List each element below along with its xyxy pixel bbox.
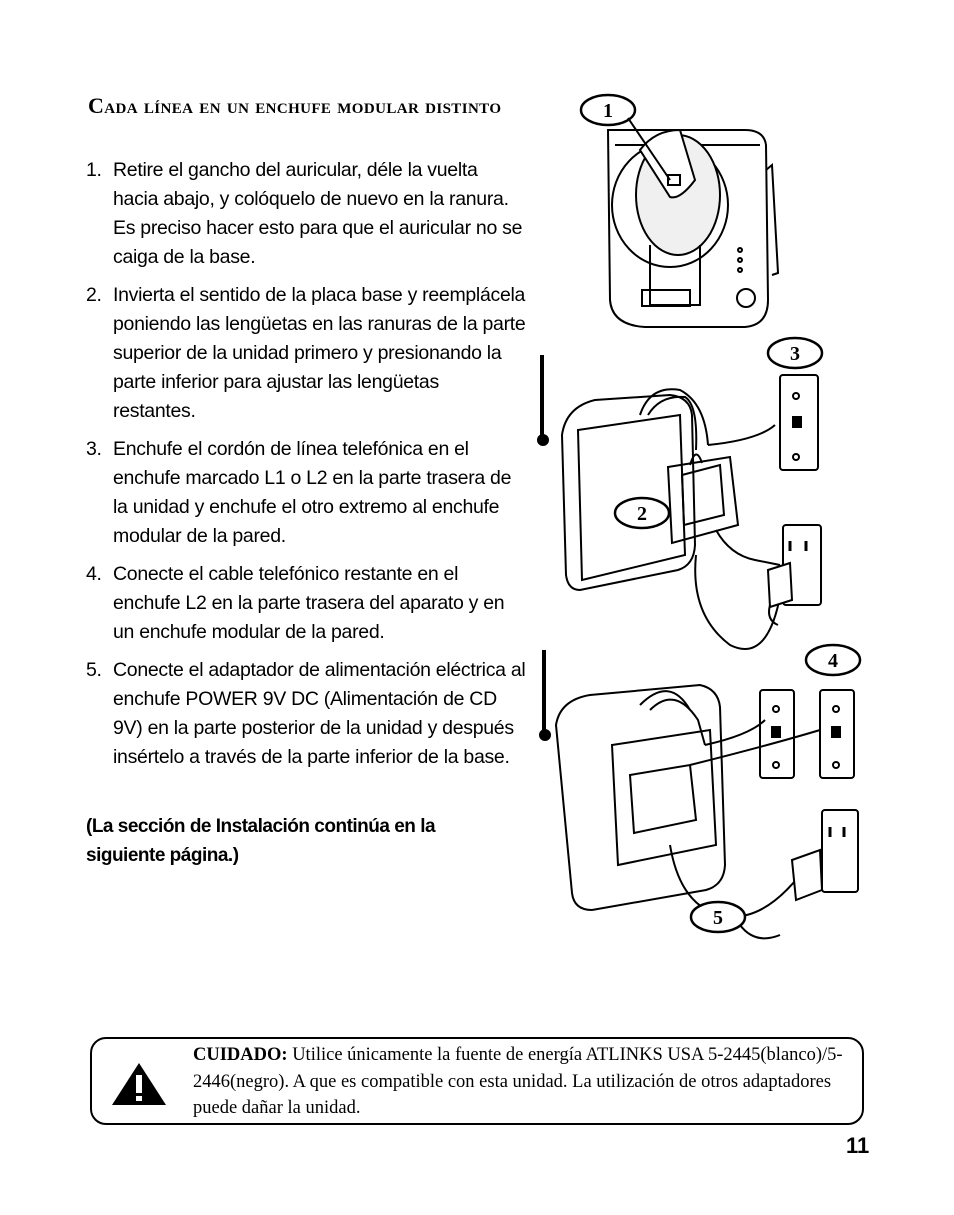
step-number: 3.	[86, 438, 102, 460]
step-text: Retire el gancho del auricular, déle la vuelta hacia abajo, y colóquelo de nuevo en la ranura. Es preciso hacer esto para que el auricular no se caiga de la base.	[113, 159, 523, 268]
callout-5	[691, 902, 745, 932]
step-text: Conecte el cable telefónico restante en el enchufe L2 en la parte trasera del aparato y en un enchufe modular de la pared.	[113, 563, 505, 643]
callout-4-label: 4	[828, 650, 838, 672]
step-item	[86, 560, 526, 647]
installation-illustration	[520, 85, 870, 955]
callout-3-label: 3	[790, 343, 800, 365]
step-item	[86, 156, 526, 272]
step-number: 2.	[86, 284, 102, 306]
page-number: 11	[846, 1133, 870, 1158]
warning-icon	[110, 1061, 168, 1107]
step-number: 4.	[86, 563, 102, 585]
step-text: Conecte el adaptador de alimentación eléctrica al enchufe POWER 9V DC (Alimentación de CD 9V) en la parte posterior de la unidad y después insértelo a través de la parte inferior de la base.	[113, 659, 526, 768]
callout-3	[768, 338, 822, 368]
step-item	[86, 435, 526, 551]
caution-label: CUIDADO:	[193, 1045, 288, 1065]
caution-text	[193, 1042, 853, 1122]
step-text: Enchufe el cordón de línea telefónica en el enchufe marcado L1 o L2 en la parte trasera de la unidad y enchufe el otro extremo al enchufe modular de la pared.	[113, 438, 512, 547]
step-text: Invierta el sentido de la placa base y reemplácela poniendo las lengüetas en las ranuras de la parte superior de la unidad primero y presionando la parte inferior para ajustar las lengüetas restantes.	[113, 284, 526, 422]
base-unit-front-drawing	[608, 130, 778, 327]
callout-2-label: 2	[637, 503, 647, 525]
callout-4	[806, 645, 860, 675]
callout-1-label: 1	[603, 100, 613, 122]
section-heading: Cada línea en un enchufe modular distinto	[88, 93, 502, 118]
step-item	[86, 281, 526, 426]
step-number: 1.	[86, 159, 102, 181]
continuation-note: (La sección de Instalación continúa en la siguiente página.)	[86, 816, 436, 866]
unit-back-drawing	[538, 355, 821, 649]
caution-body: Utilice únicamente la fuente de energía ATLINKS USA 5-2445(blanco)/5-2446(negro). A que es compatible con esta unidad. La utilización de otros adaptadores puede dañar la unidad.	[193, 1045, 843, 1118]
unit-back-two-lines-drawing	[540, 650, 858, 938]
instruction-steps	[86, 156, 526, 781]
callout-2	[615, 498, 669, 528]
caution-box	[90, 1037, 864, 1125]
step-number: 5.	[86, 659, 102, 681]
step-item	[86, 656, 526, 772]
callout-5-label: 5	[713, 907, 723, 929]
